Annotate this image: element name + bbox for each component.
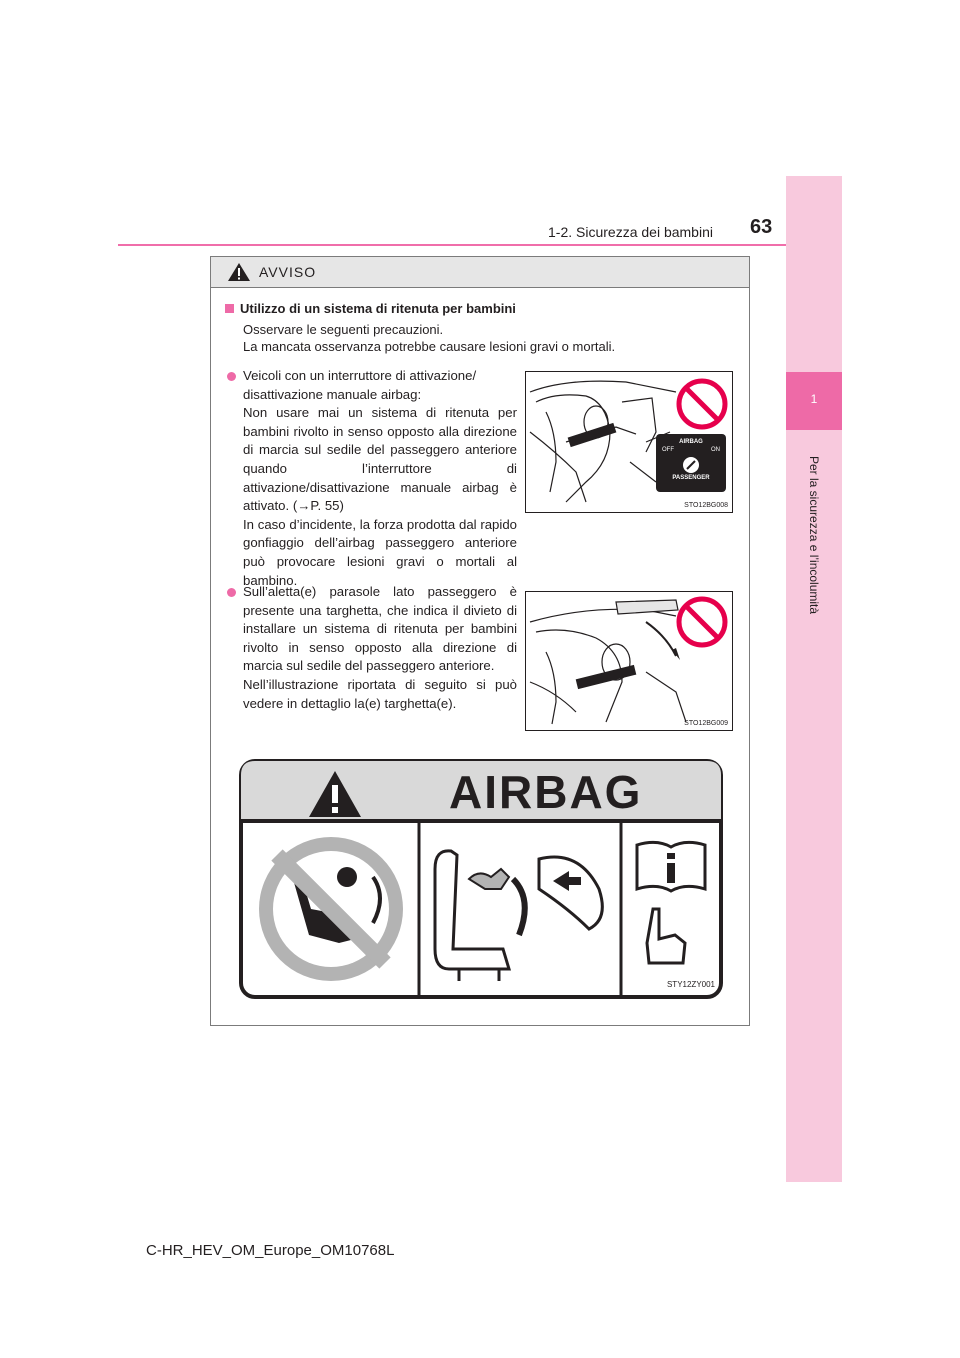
page-number: 63 <box>750 216 773 238</box>
figure-airbag-switch <box>525 371 733 513</box>
airbag-warning-label <box>239 759 723 999</box>
intro-line: Osservare le seguenti precauzioni. <box>243 322 444 337</box>
chapter-tab-active <box>786 372 842 430</box>
item-line: Veicoli con un interruttore di attivazione/ <box>243 368 477 383</box>
chapter-number: 1 <box>810 392 818 406</box>
prohibition-icon <box>676 378 728 430</box>
warning-item <box>227 367 517 590</box>
warning-item <box>227 583 517 713</box>
square-bullet-icon <box>225 304 234 313</box>
section-title: 1-2. Sicurezza dei bambini <box>548 224 713 240</box>
switch-on-label: ON <box>711 447 720 453</box>
airbag-label-title: AIRBAG <box>449 766 643 818</box>
prohibition-icon <box>676 596 728 648</box>
airbag-switch-label <box>656 434 726 492</box>
warning-title: AVVISO <box>259 264 317 280</box>
item-line: disattivazione manuale airbag: <box>243 386 422 402</box>
round-bullet-icon <box>227 372 236 381</box>
switch-off-label: OFF <box>662 447 674 453</box>
warning-intro <box>243 321 615 355</box>
warning-box <box>210 256 750 1026</box>
figure-code: STO12BG009 <box>684 720 728 727</box>
switch-passenger-label: PASSENGER <box>672 475 710 481</box>
item-line: In caso d’incidente, la forza prodotta dal rapido gonfiaggio dell’airbag passeggero anteriore può provocare lesioni gravi o mortali al bambino. <box>243 516 517 588</box>
figure-sun-visor <box>525 591 733 731</box>
item-line: Non usare mai un sistema di ritenuta per bambini rivolto in senso opposto alla direzione di marcia sul sedile del passeggero anteriore quando l’interruttore di attivazione/disattivazione manuale airbag è attivato. (→P. 55) <box>243 405 517 514</box>
chapter-label-container <box>790 456 838 816</box>
item-line: Nell’illustrazione riportata di seguito si può vedere in dettaglio la(e) targhetta(e). <box>243 676 517 711</box>
figure-code: STO12BG008 <box>684 502 728 509</box>
warning-triangle-icon <box>227 262 251 282</box>
warning-heading <box>225 301 516 316</box>
intro-line: La mancata osservanza potrebbe causare lesioni gravi o mortali. <box>243 339 616 354</box>
figure-code: STY12ZY001 <box>666 980 715 989</box>
footer-doc-id: C-HR_HEV_OM_Europe_OM10768L <box>146 1242 395 1259</box>
round-bullet-icon <box>227 588 236 597</box>
chapter-side-tab <box>786 176 842 1182</box>
key-switch-icon <box>681 455 701 475</box>
warning-header <box>211 257 749 288</box>
switch-title: AIRBAG <box>679 439 703 445</box>
warning-heading-text: Utilizzo di un sistema di ritenuta per bambini <box>240 301 516 316</box>
item-line: Sull’aletta(e) parasole lato passeggero è presente una targhetta, che indica il divieto di installare un sistema di ritenuta per bambini rivolto in senso opposto alla direzione di marcia sul sedile del passeggero anteriore. <box>243 584 517 674</box>
header-rule <box>118 244 786 246</box>
chapter-label: Per la sicurezza e l’incolumità <box>807 456 821 615</box>
